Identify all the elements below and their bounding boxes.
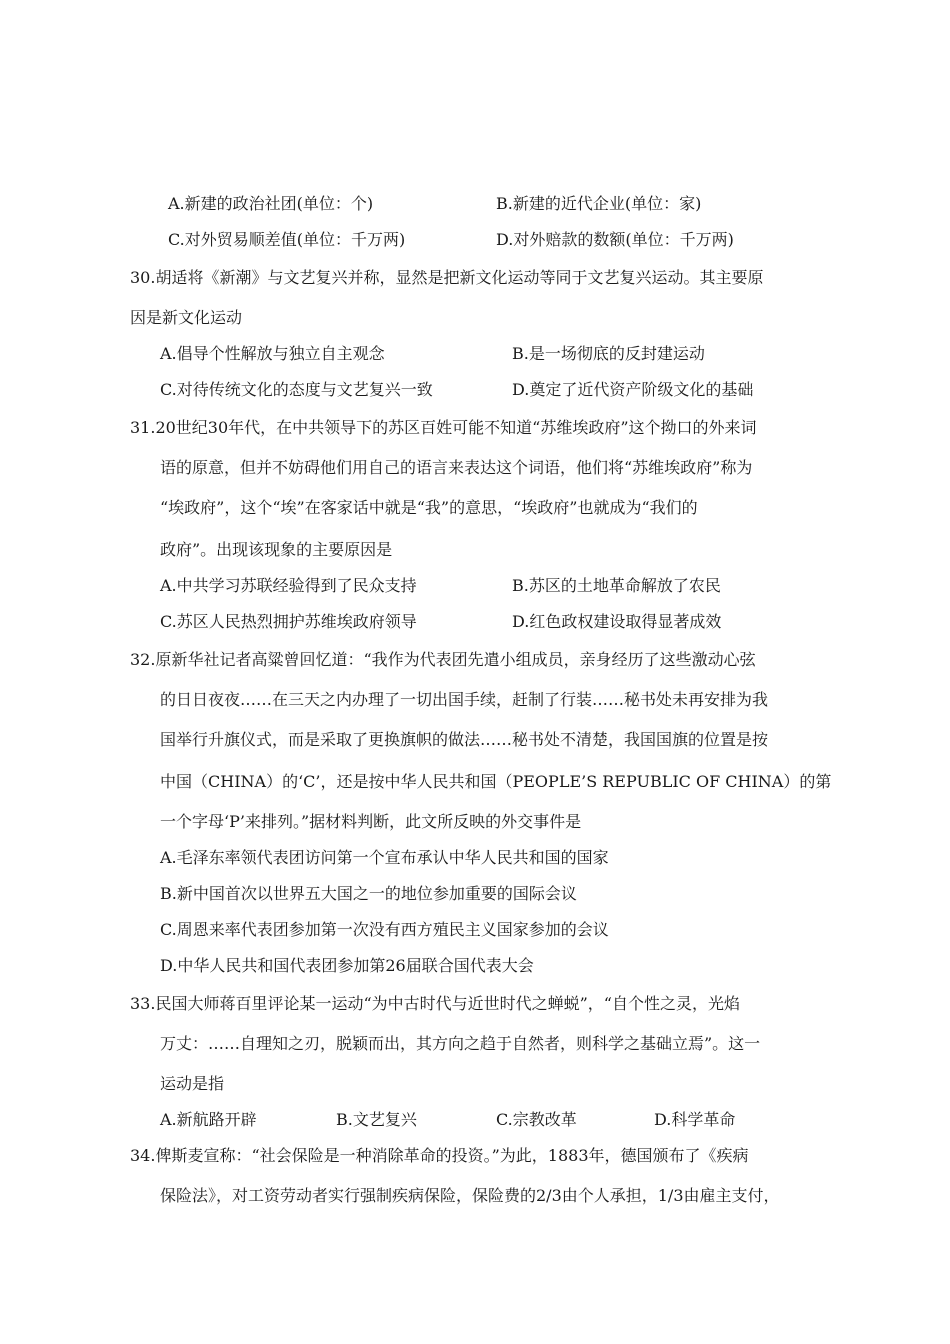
q34-stem-line-2: 保险法》，对工资劳动者实行强制疾病保险，保险费的2/3由个人承担，1/3由雇主支付， — [160, 1186, 780, 1205]
q33-option-c: C.宗教改革 — [496, 1110, 577, 1129]
q31-option-a: A.中共学习苏联经验得到了民众支持 — [160, 576, 417, 595]
q30-option-c: C.对待传统文化的态度与文艺复兴一致 — [160, 380, 433, 399]
q30-stem-line-2: 因是新文化运动 — [130, 308, 243, 327]
q32-stem-line-5: 一个字母‘P’来排列。”据材料判断，此文所反映的外交事件是 — [160, 812, 582, 831]
q30-option-d: D.奠定了近代资产阶级文化的基础 — [512, 380, 754, 399]
q33-option-b: B.文艺复兴 — [336, 1110, 417, 1129]
q29-option-c: C.对外贸易顺差值(单位：千万两) — [168, 230, 406, 249]
q31-stem-line-1: 31.20世纪30年代，在中共领导下的苏区百姓可能不知道“苏维埃政府”这个拗口的外来词 — [130, 418, 757, 437]
q33-stem-line-1: 33.民国大师蒋百里评论某一运动“为中古时代与近世时代之蝉蜕”，“自个性之灵，光焰 — [130, 994, 740, 1013]
q32-stem-line-1: 32.原新华社记者高粱曾回忆道：“我作为代表团先遣小组成员，亲身经历了这些激动心弦 — [130, 650, 756, 669]
q31-option-d: D.红色政权建设取得显著成效 — [512, 612, 722, 631]
q30-option-b: B.是一场彻底的反封建运动 — [512, 344, 705, 363]
q32-option-a: A.毛泽东率领代表团访问第一个宣布承认中华人民共和国的国家 — [160, 848, 609, 867]
q32-stem-line-4: 中国（CHINA）的‘C’，还是按中华人民共和国（PEOPLE’S REPUBLIC OF CHINA）的第 — [160, 772, 832, 791]
q32-option-c: C.周恩来率代表团参加第一次没有西方殖民主义国家参加的会议 — [160, 920, 609, 939]
q33-stem-line-2: 万丈：……自理知之刃，脱颖而出，其方向之趋于自然者，则科学之基础立焉”。这一 — [160, 1034, 761, 1053]
q32-stem-line-2: 的日日夜夜……在三天之内办理了一切出国手续，赶制了行装……秘书处未再安排为我 — [160, 690, 769, 709]
q29-option-a: A.新建的政治社团(单位：个) — [168, 194, 374, 213]
q31-option-b: B.苏区的土地革命解放了农民 — [512, 576, 721, 595]
q32-stem-line-3: 国举行升旗仪式，而是采取了更换旗帜的做法……秘书处不清楚，我国国旗的位置是按 — [160, 730, 769, 749]
q31-stem-line-3: “埃政府”，这个“埃”在客家话中就是“我”的意思，“埃政府”也就成为“我们的 — [160, 498, 698, 517]
q32-option-d: D.中华人民共和国代表团参加第26届联合国代表大会 — [160, 956, 534, 975]
q33-option-a: A.新航路开辟 — [160, 1110, 257, 1129]
q29-option-d: D.对外赔款的数额(单位：千万两) — [496, 230, 734, 249]
q32-option-b: B.新中国首次以世界五大国之一的地位参加重要的国际会议 — [160, 884, 577, 903]
q30-stem-line-1: 30.胡适将《新潮》与文艺复兴并称，显然是把新文化运动等同于文艺复兴运动。其主要原 — [130, 268, 764, 287]
q34-stem-line-1: 34.俾斯麦宣称：“社会保险是一种消除革命的投资。”为此，1883年，德国颁布了《疾病 — [130, 1146, 749, 1165]
q31-stem-line-4: 政府”。出现该现象的主要原因是 — [160, 540, 393, 559]
q31-stem-line-2: 语的原意，但并不妨碍他们用自己的语言来表达这个词语，他们将“苏维埃政府”称为 — [160, 458, 753, 477]
q31-option-c: C.苏区人民热烈拥护苏维埃政府领导 — [160, 612, 417, 631]
q30-option-a: A.倡导个性解放与独立自主观念 — [160, 344, 385, 363]
q29-option-b: B.新建的近代企业(单位：家) — [496, 194, 702, 213]
q33-option-d: D.科学革命 — [654, 1110, 736, 1129]
q33-stem-line-3: 运动是指 — [160, 1074, 225, 1093]
